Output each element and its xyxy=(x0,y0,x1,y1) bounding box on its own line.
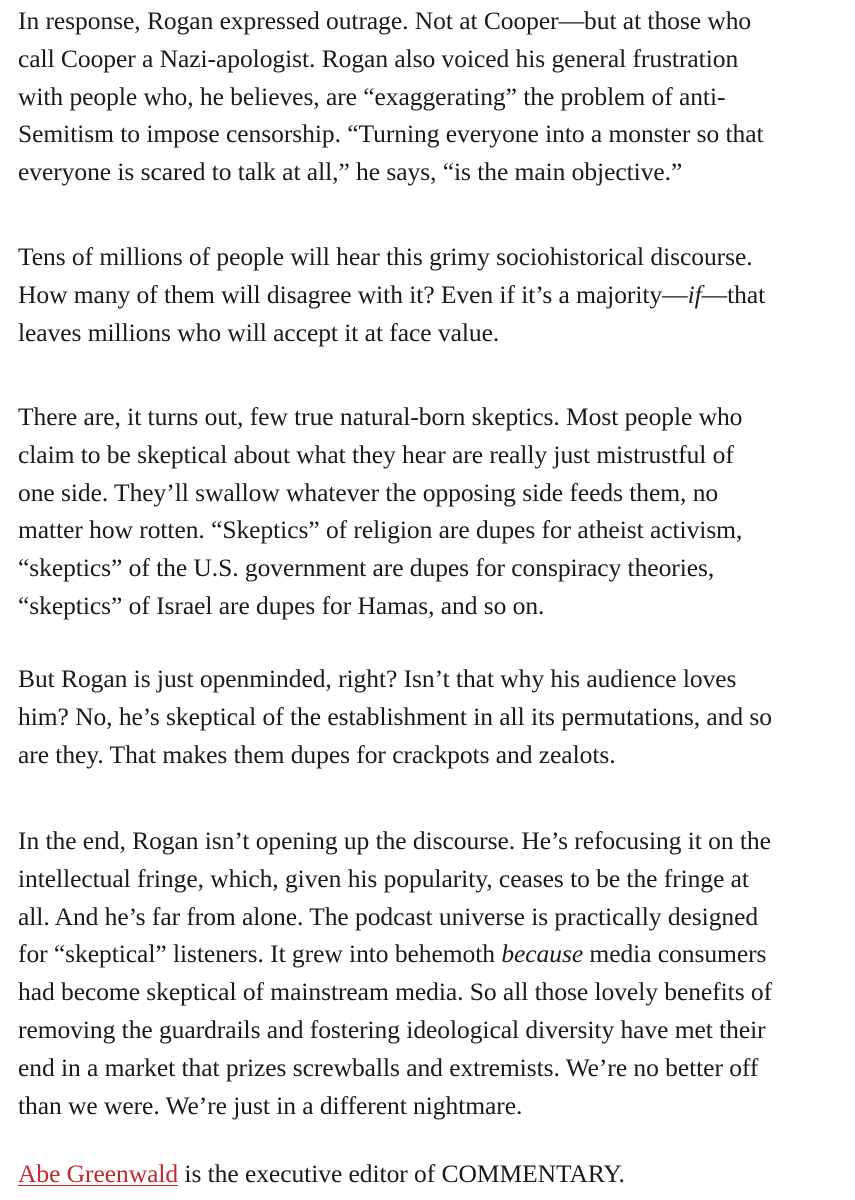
author-bio-text: is the executive editor of COMMENTARY. xyxy=(178,1159,625,1188)
text-run: had become skeptical of mainstream media. So all those lovely benefits of xyxy=(18,977,773,1007)
paragraph-line xyxy=(18,1087,848,1125)
paragraph-line xyxy=(18,115,848,153)
author-bio xyxy=(18,1155,848,1193)
text-run: In response, Rogan expressed outrage. Not at Cooper—but at those who xyxy=(18,6,752,35)
paragraph-line xyxy=(18,153,848,191)
text-run: for “skeptical” listeners. It grew into behemoth xyxy=(18,939,502,969)
paragraph-line xyxy=(18,822,848,860)
paragraph-line xyxy=(18,314,848,352)
paragraph-line xyxy=(18,935,848,973)
text-run: end in a market that prizes screwballs and extremists. We’re no better off xyxy=(18,1052,759,1082)
text-run: all. And he’s far from alone. The podcast universe is practically designed xyxy=(18,901,759,931)
paragraph-line xyxy=(18,660,848,698)
paragraph-line xyxy=(18,973,848,1011)
text-run: one side. They’ll swallow whatever the opposing side feeds them, no xyxy=(18,477,719,507)
text-run: There are, it turns out, few true natural-born skeptics. Most people who xyxy=(18,402,743,431)
text-run: call Cooper a Nazi-apologist. Rogan also voiced his general frustration xyxy=(18,43,739,73)
paragraph-line xyxy=(18,549,848,587)
paragraph-line xyxy=(18,698,848,736)
paragraph-line xyxy=(18,78,848,116)
paragraph-line xyxy=(18,587,848,625)
body-paragraph xyxy=(18,2,848,191)
text-run: matter how rotten. “Skeptics” of religion are dupes for atheist activism, xyxy=(18,515,743,545)
text-run: him? No, he’s skeptical of the establishment in all its permutations, and so xyxy=(18,701,772,731)
text-run: —that xyxy=(701,279,766,309)
paragraph-line xyxy=(18,2,848,40)
text-run: intellectual fringe, which, given his popularity, ceases to be the fringe at xyxy=(18,863,749,893)
text-run: In the end, Rogan isn’t opening up the discourse. He’s refocusing it on the xyxy=(18,826,771,855)
text-run: “skeptics” of Israel are dupes for Hamas, and so on. xyxy=(18,590,545,620)
body-paragraph xyxy=(18,822,848,1124)
text-run: claim to be skeptical about what they hear are really just mistrustful of xyxy=(18,439,734,469)
paragraph-line xyxy=(18,1011,848,1049)
text-run: with people who, he believes, are “exaggerating” the problem of anti- xyxy=(18,81,726,111)
text-run: But Rogan is just openminded, right? Isn’t that why his audience loves xyxy=(18,664,737,693)
author-link[interactable]: Abe Greenwald xyxy=(18,1159,179,1188)
paragraph-line xyxy=(18,860,848,898)
paragraph-line xyxy=(18,398,848,436)
text-run: media consumers xyxy=(583,939,767,969)
text-run: removing the guardrails and fostering ideological diversity have met their xyxy=(18,1014,766,1044)
italic-emphasis: if xyxy=(687,279,702,309)
paragraph-line xyxy=(18,898,848,936)
paragraph-line xyxy=(18,511,848,549)
italic-emphasis: because xyxy=(501,939,584,969)
text-run: Semitism to impose censorship. “Turning everyone into a monster so that xyxy=(18,119,764,149)
paragraph-line xyxy=(18,474,848,512)
paragraph-line xyxy=(18,238,848,276)
body-paragraph xyxy=(18,238,848,351)
paragraph-line xyxy=(18,1049,848,1087)
body-paragraph xyxy=(18,398,848,625)
text-run: than we were. We’re just in a different nightmare. xyxy=(18,1090,523,1120)
text-run: leaves millions who will accept it at face value. xyxy=(18,317,500,347)
body-paragraph xyxy=(18,660,848,773)
paragraph-line xyxy=(18,276,848,314)
text-run: Tens of millions of people will hear this grimy sociohistorical discourse. xyxy=(18,242,753,271)
text-run: “skeptics” of the U.S. government are dupes for conspiracy theories, xyxy=(18,553,715,583)
paragraph-line xyxy=(18,40,848,78)
paragraph-line xyxy=(18,436,848,474)
text-run: everyone is scared to talk at all,” he says, “is the main objective.” xyxy=(18,157,683,187)
paragraph-line xyxy=(18,736,848,774)
text-run: How many of them will disagree with it? Even if it’s a majority— xyxy=(18,279,688,309)
text-run: are they. That makes them dupes for crackpots and zealots. xyxy=(18,739,616,769)
